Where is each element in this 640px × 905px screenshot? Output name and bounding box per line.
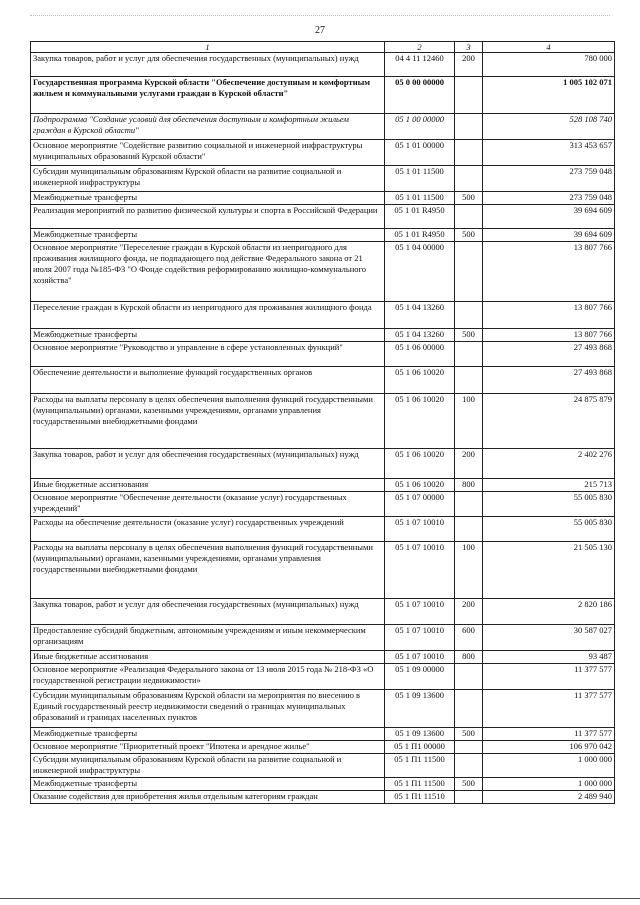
row-name-cell: Межбюджетные трансферты [31,728,385,741]
row-sum-cell: 27 493 868 [483,342,615,367]
row-sum-cell: 93 487 [483,651,615,664]
table-header-row [31,42,615,53]
row-code-cell: 05 1 09 00000 [385,664,455,690]
row-expense-type-cell [455,517,483,542]
row-sum-cell: 2 402 276 [483,449,615,479]
row-name-cell: Иные бюджетные ассигнования [31,479,385,492]
row-expense-type-cell [455,690,483,728]
row-code-cell: 05 1 01 11500 [385,192,455,205]
row-name-cell: Расходы на выплаты персоналу в целях обеспечения выполнения функций государственными (муниципальными) органами, казенными учреждениями, органами управления государственными внебюджетными фондами [31,394,385,449]
table-row [31,517,615,542]
row-code-cell: 05 1 06 10020 [385,479,455,492]
row-code-cell: 05 1 07 10010 [385,517,455,542]
row-expense-type-cell [455,741,483,754]
row-sum-cell: 106 970 042 [483,741,615,754]
table-row [31,741,615,754]
row-sum-cell: 13 807 766 [483,302,615,329]
row-code-cell: 05 1 09 13600 [385,728,455,741]
row-code-cell: 05 1 07 10010 [385,625,455,651]
table-row [31,651,615,664]
row-code-cell: 05 1 01 11500 [385,166,455,192]
table-row [31,140,615,166]
table-row [31,664,615,690]
row-name-cell: Расходы на выплаты персоналу в целях обеспечения выполнения функций государственными (муниципальными) органами, казенными учреждениями, органами управления государственными внебюджетными фондами [31,542,385,599]
row-sum-cell: 11 377 577 [483,690,615,728]
row-sum-cell: 215 713 [483,479,615,492]
row-name-cell: Переселение граждан в Курской области из непригодного для проживания жилищного фонда [31,302,385,329]
table-row [31,625,615,651]
row-code-cell: 05 1 06 00000 [385,342,455,367]
row-code-cell: 05 1 00 00000 [385,114,455,140]
table-row [31,542,615,599]
row-code-cell: 05 1 06 10020 [385,394,455,449]
row-name-cell: Межбюджетные трансферты [31,229,385,242]
row-code-cell: 05 1 04 13260 [385,329,455,342]
row-sum-cell: 1 005 102 071 [483,77,615,114]
row-expense-type-cell [455,242,483,302]
row-name-cell: Обеспечение деятельности и выполнение функций государственных органов [31,367,385,394]
row-code-cell: 05 1 04 00000 [385,242,455,302]
row-name-cell: Основное мероприятие "Руководство и управление в сфере установленных функций" [31,342,385,367]
row-name-cell: Субсидии муниципальным образованиям Курской области на мероприятия по внесению в Единый государственный реестр недвижимости сведений о границах муниципальных образований и границах населенных пунктов [31,690,385,728]
row-code-cell: 05 1 П1 11510 [385,791,455,804]
header-col-1: 1 [31,42,385,53]
row-expense-type-cell [455,664,483,690]
row-name-cell: Межбюджетные трансферты [31,329,385,342]
row-name-cell: Субсидии муниципальным образованиям Курской области на развитие социальной и инженерной инфраструктуры [31,754,385,778]
row-name-cell: Закупка товаров, работ и услуг для обеспечения государственных (муниципальных) нужд [31,53,385,77]
table-row [31,778,615,791]
table-row [31,599,615,625]
row-expense-type-cell [455,791,483,804]
row-sum-cell: 24 875 879 [483,394,615,449]
table-row [31,728,615,741]
row-code-cell: 05 1 09 13600 [385,690,455,728]
header-col-4: 4 [483,42,615,53]
row-sum-cell: 2 489 940 [483,791,615,804]
row-expense-type-cell [455,302,483,329]
row-code-cell: 05 1 01 R4950 [385,205,455,229]
row-code-cell: 05 1 07 00000 [385,492,455,517]
row-name-cell: Предоставление субсидий бюджетным, автономным учреждениям и иным некоммерческим организациям [31,625,385,651]
row-sum-cell: 273 759 048 [483,192,615,205]
row-expense-type-cell [455,342,483,367]
row-name-cell: Межбюджетные трансферты [31,778,385,791]
row-expense-type-cell [455,77,483,114]
table-row [31,166,615,192]
table-row [31,791,615,804]
header-col-3: 3 [455,42,483,53]
row-expense-type-cell: 500 [455,728,483,741]
row-code-cell: 05 1 П1 00000 [385,741,455,754]
row-sum-cell: 11 377 577 [483,728,615,741]
row-sum-cell: 1 000 000 [483,778,615,791]
row-expense-type-cell: 800 [455,651,483,664]
row-sum-cell: 11 377 577 [483,664,615,690]
table-row [31,114,615,140]
row-name-cell: Основное мероприятие "Содействие развитию социальной и инженерной инфраструктуры муниципальных образований Курской области" [31,140,385,166]
table-row [31,229,615,242]
row-code-cell: 04 4 11 12460 [385,53,455,77]
row-code-cell: 05 1 07 10010 [385,542,455,599]
row-name-cell: Субсидии муниципальным образованиям Курской области на развитие социальной и инженерной инфраструктуры [31,166,385,192]
table-row [31,53,615,77]
row-code-cell: 05 1 07 10010 [385,651,455,664]
row-sum-cell: 39 694 609 [483,229,615,242]
table-row [31,754,615,778]
row-expense-type-cell: 200 [455,449,483,479]
row-expense-type-cell: 100 [455,394,483,449]
bottom-scan-line [0,898,640,899]
row-sum-cell: 55 005 830 [483,492,615,517]
row-expense-type-cell [455,140,483,166]
row-name-cell: Закупка товаров, работ и услуг для обеспечения государственных (муниципальных) нужд [31,449,385,479]
row-sum-cell: 13 807 766 [483,329,615,342]
row-sum-cell: 1 000 000 [483,754,615,778]
table-row [31,449,615,479]
row-name-cell: Основное мероприятие "Переселение граждан в Курской области из непригодного для проживания жилищного фонда, не подпадающего под действие Федерального закона от 21 июля 2007 года №185-ФЗ "О Фонде содействия реформированию жилищно-коммунального хозяйства" [31,242,385,302]
budget-table [30,41,615,804]
table-row [31,77,615,114]
table-row [31,479,615,492]
row-expense-type-cell: 200 [455,599,483,625]
row-sum-cell: 273 759 048 [483,166,615,192]
row-expense-type-cell: 500 [455,229,483,242]
row-sum-cell: 55 005 830 [483,517,615,542]
row-name-cell: Основное мероприятие "Приоритетный проект "Ипотека и арендное жилье" [31,741,385,754]
row-sum-cell: 528 108 740 [483,114,615,140]
table-row [31,192,615,205]
table-row [31,690,615,728]
row-code-cell: 05 0 00 00000 [385,77,455,114]
table-row [31,302,615,329]
row-name-cell: Основное мероприятие «Реализация Федерального закона от 13 июля 2015 года № 218-ФЗ «О государственной регистрации недвижимости» [31,664,385,690]
row-expense-type-cell [455,492,483,517]
row-code-cell: 05 1 01 R4950 [385,229,455,242]
row-expense-type-cell: 500 [455,329,483,342]
row-expense-type-cell: 500 [455,192,483,205]
row-expense-type-cell [455,205,483,229]
row-name-cell: Оказание содействия для приобретения жилья отдельным категориям граждан [31,791,385,804]
row-name-cell: Реализация мероприятий по развитию физической культуры и спорта в Российской Федерации [31,205,385,229]
row-code-cell: 05 1 П1 11500 [385,778,455,791]
row-code-cell: 05 1 04 13260 [385,302,455,329]
row-name-cell: Закупка товаров, работ и услуг для обеспечения государственных (муниципальных) нужд [31,599,385,625]
table-row [31,394,615,449]
row-name-cell: Расходы на обеспечение деятельности (оказание услуг) государственных учреждений [31,517,385,542]
row-expense-type-cell [455,114,483,140]
row-expense-type-cell: 100 [455,542,483,599]
table-row [31,492,615,517]
row-code-cell: 05 1 П1 11500 [385,754,455,778]
table-row [31,367,615,394]
row-name-cell: Подпрограмма "Создание условий для обеспечения доступным и комфортным жильем граждан в Курской области" [31,114,385,140]
row-sum-cell: 21 505 130 [483,542,615,599]
row-expense-type-cell: 200 [455,53,483,77]
row-expense-type-cell: 500 [455,778,483,791]
row-expense-type-cell [455,166,483,192]
row-name-cell: Основное мероприятие "Обеспечение деятельности (оказание услуг) государственных учреждений" [31,492,385,517]
row-expense-type-cell: 600 [455,625,483,651]
table-row [31,205,615,229]
row-code-cell: 05 1 01 00000 [385,140,455,166]
row-sum-cell: 30 587 027 [483,625,615,651]
row-sum-cell: 780 000 [483,53,615,77]
row-name-cell: Государственная программа Курской области "Обеспечение доступным и комфортным жильем и коммунальными услугами граждан в Курской области" [31,77,385,114]
top-scan-line [30,15,610,17]
row-code-cell: 05 1 06 10020 [385,449,455,479]
row-sum-cell: 2 820 186 [483,599,615,625]
table-row [31,329,615,342]
table-row [31,342,615,367]
row-code-cell: 05 1 07 10010 [385,599,455,625]
row-expense-type-cell [455,754,483,778]
header-col-2: 2 [385,42,455,53]
row-expense-type-cell [455,367,483,394]
table-row [31,242,615,302]
row-name-cell: Иные бюджетные ассигнования [31,651,385,664]
row-code-cell: 05 1 06 10020 [385,367,455,394]
row-sum-cell: 39 694 609 [483,205,615,229]
row-sum-cell: 13 807 766 [483,242,615,302]
row-name-cell: Межбюджетные трансферты [31,192,385,205]
row-expense-type-cell: 800 [455,479,483,492]
page-number: 27 [315,25,325,36]
row-sum-cell: 27 493 868 [483,367,615,394]
row-sum-cell: 313 453 657 [483,140,615,166]
